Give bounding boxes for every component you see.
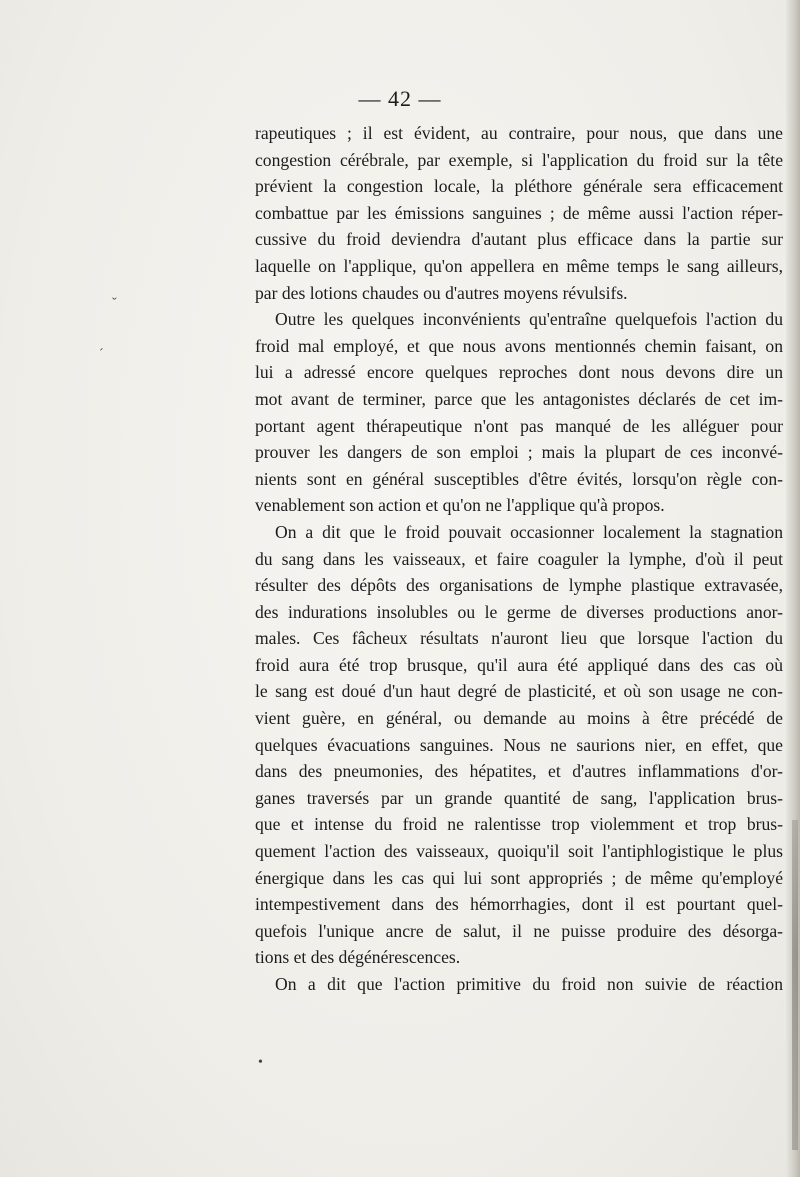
binding-shadow [792,820,798,1150]
page-number: — 42 — [358,86,442,111]
text-line: venablement son action et qu'on ne l'applique qu'à propos. [255,495,665,516]
text-line: énergique dans les cas qui lui sont appropriés ; de même qu'employé [255,867,783,888]
body-text [255,120,783,998]
text-line: ganes traversés par un grande quantité de sang, l'application brus- [255,787,783,808]
text-line: que et intense du froid ne ralentisse trop violemment et trop brus- [255,814,783,835]
text-line: du sang dans les vaisseaux, et faire coaguler la lymphe, d'où il peut [255,548,783,569]
text-line: quement l'action des vaisseaux, quoiqu'il soit l'antiphlogistique le plus [255,841,783,862]
text-line: lui a adressé encore quelques reproches dont nous devons dire un [255,362,783,383]
text-line: le sang est doué d'un haut degré de plasticité, et où son usage ne con- [255,681,783,702]
text-line: tions et des dégénérescences. [255,947,461,968]
text-line: males. Ces fâcheux résultats n'auront lieu que lorsque l'action du [255,628,783,649]
text-line: On a dit que l'action primitive du froid non suivie de réaction [275,974,783,994]
text-line: cussive du froid deviendra d'autant plus efficace dans la partie sur [255,229,783,250]
text-line: rapeutiques ; il est évident, au contraire, pour nous, que dans une [255,123,783,143]
text-line: résulter des dépôts des organisations de lymphe plastique extravasée, [255,575,783,596]
text-line: portant agent thérapeutique n'ont pas manqué de les alléguer pour [255,415,783,436]
text-line: mot avant de terminer, parce que les antagonistes déclarés de cet im- [255,388,783,409]
text-line: prévient la congestion locale, la pléthore générale sera efficacement [255,176,783,197]
text-line: intempestivement dans des hémorrhagies, dont il est pourtant quel- [255,894,783,915]
text-line: quelques évacuations sanguines. Nous ne saurions nier, en effet, que [255,734,783,755]
text-line: Outre les quelques inconvénients qu'entraîne quelquefois l'action du [275,309,783,330]
text-line: des indurations insolubles ou le germe de diverses productions anor- [255,601,783,622]
margin-tick: ˇ [112,296,117,311]
text-line: froid mal employé, et que nous avons mentionnés chemin faisant, on [255,335,783,356]
margin-tick-2: ˊ [99,347,104,362]
text-line: froid aura été trop brusque, qu'il aura été appliqué dans des cas où [255,654,783,675]
text-line: nients sont en général susceptibles d'être évités, lorsqu'on règle con- [255,468,783,489]
text-line: laquelle on l'applique, qu'on appellera en même temps le sang ailleurs, [255,255,783,276]
text-line: par des lotions chaudes ou d'autres moyens révulsifs. [255,282,628,303]
text-line: On a dit que le froid pouvait occasionner localement la stagnation [275,521,783,542]
text-line: vient guère, en général, ou demande au moins à être précédé de [255,708,783,729]
text-line: dans des pneumonies, des hépatites, et d'autres inflammations d'or- [255,761,783,782]
text-line: congestion cérébrale, par exemple, si l'application du froid sur la tête [255,149,783,170]
text-line: prouver les dangers de son emploi ; mais la plupart de ces inconvé- [255,442,783,463]
text-line: combattue par les émissions sanguines ; de même aussi l'action réper- [255,202,783,223]
margin-speck: • [258,1055,263,1070]
text-line: quefois l'unique ancre de salut, il ne puisse produire des désorga- [255,920,783,941]
